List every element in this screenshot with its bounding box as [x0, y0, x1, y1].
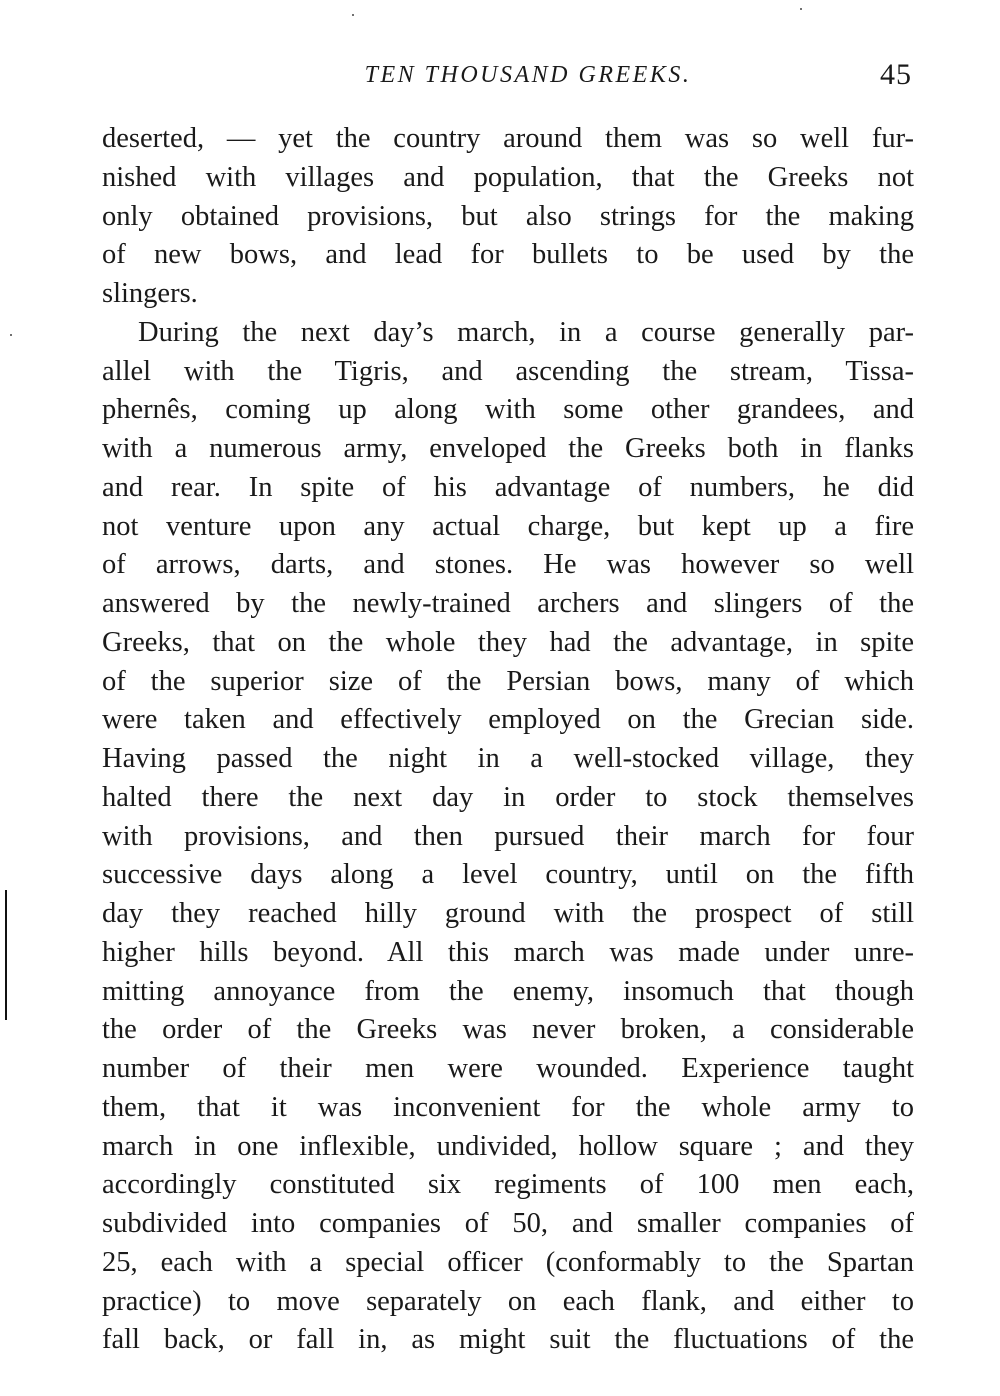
text-line: practice) to move separately on each flank, and either to — [102, 1285, 914, 1317]
text-line: answered by the newly-trained archers and slingers of the — [102, 588, 914, 619]
scan-speck — [10, 334, 12, 336]
text-line: subdivided into companies of 50, and smaller companies of — [102, 1208, 914, 1239]
text-line: nished with villages and population, that the Greeks not — [102, 161, 914, 193]
text-line: successive days along a level country, until on the fifth — [102, 859, 914, 891]
text-line: accordingly constituted six regiments of 100 men each, — [102, 1169, 914, 1201]
text-line: of arrows, darts, and stones. He was however so well — [102, 549, 914, 581]
text-line: halted there the next day in order to stock themselves — [102, 781, 914, 813]
text-line: During the next day’s march, in a course generally par- — [138, 316, 914, 348]
text-line: only obtained provisions, but also strings for the making — [102, 200, 914, 232]
text-line: and rear. In spite of his advantage of numbers, he did — [102, 471, 914, 503]
running-title: TEN THOUSAND GREEKS. — [364, 62, 692, 88]
text-line: day they reached hilly ground with the prospect of still — [102, 898, 914, 929]
running-head — [102, 58, 914, 98]
text-line: Greeks, that on the whole they had the advantage, in spite — [102, 626, 914, 658]
text-line: fall back, or fall in, as might suit the fluctuations of the — [102, 1324, 914, 1356]
text-line: deserted, — yet the country around them was so well fur- — [102, 123, 914, 154]
scan-speck — [352, 14, 354, 16]
text-line: slingers. — [102, 278, 198, 309]
text-line: of the superior size of the Persian bows, many of which — [102, 665, 914, 697]
page-number: 45 — [880, 58, 912, 91]
text-line: were taken and effectively employed on the Grecian side. — [102, 704, 914, 736]
text-line: march in one inflexible, undivided, hollow square ; and they — [102, 1130, 914, 1162]
text-line: mitting annoyance from the enemy, insomuch that though — [102, 975, 914, 1007]
text-line: higher hills beyond. All this march was made under unre- — [102, 936, 914, 968]
scan-speck — [800, 8, 802, 10]
text-line: with a numerous army, enveloped the Greeks both in flanks — [102, 433, 914, 464]
text-line: allel with the Tigris, and ascending the stream, Tissa- — [102, 355, 914, 387]
text-line: not venture upon any actual charge, but kept up a fire — [102, 510, 914, 542]
margin-scan-mark — [5, 890, 7, 1020]
text-line: them, that it was inconvenient for the whole army to — [102, 1091, 914, 1123]
text-line: phernês, coming up along with some other grandees, and — [102, 394, 914, 426]
text-line: number of their men were wounded. Experience taught — [102, 1053, 914, 1084]
text-line: Having passed the night in a well-stocked village, they — [102, 743, 914, 774]
text-line: with provisions, and then pursued their march for four — [102, 820, 914, 852]
text-line: the order of the Greeks was never broken, a considerable — [102, 1014, 914, 1046]
text-line: 25, each with a special officer (conformably to the Spartan — [102, 1246, 914, 1278]
text-line: of new bows, and lead for bullets to be used by the — [102, 239, 914, 271]
body-text — [102, 120, 914, 1360]
